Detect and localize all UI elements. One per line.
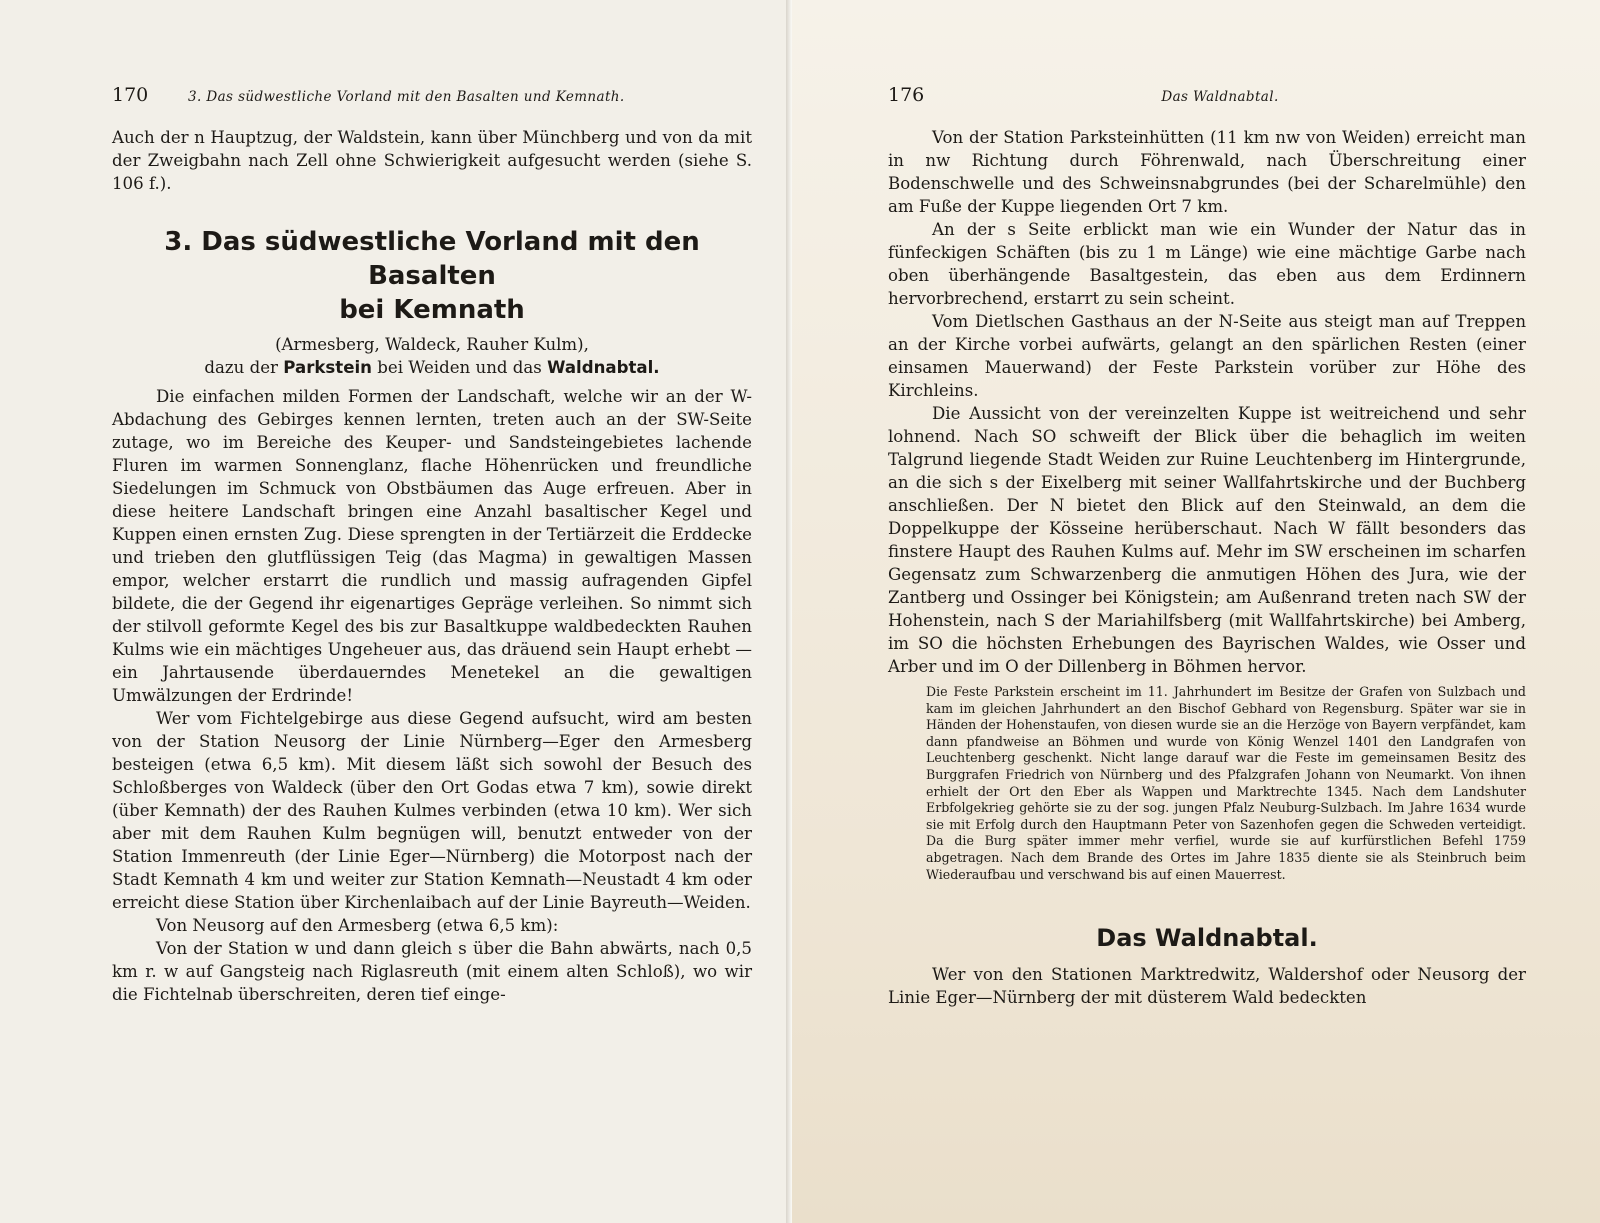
right-running-header <box>888 84 1526 114</box>
left-intro-paragraph: Auch der n Hauptzug, der Waldstein, kann über Münchberg und von da mit der Zweigbahn nach Zell ohne Schwierigkeit aufgesucht werden (siehe S. 106 f.). <box>112 128 752 193</box>
section-subtitle-line-2 <box>112 356 752 379</box>
left-page-content <box>112 84 752 1006</box>
subtitle-place-waldnabtal: Waldnabtal. <box>547 358 660 377</box>
right-page-content <box>888 84 1526 1009</box>
left-running-head: 3. Das südwestliche Vorland mit den Basalten und Kemnath. <box>188 89 625 105</box>
right-paragraph-1: Von der Station Parksteinhütten (11 km nw von Weiden) erreicht man in nw Richtung durch Föhrenwald, nach Überschreitung einer Bodenschwelle und des Schweinsnabgrundes (bei der Scharelmühle) den am Fuße der Kuppe liegenden Ort 7 km. <box>888 128 1526 216</box>
subtitle-prefix: dazu der <box>204 358 278 377</box>
left-running-header <box>112 84 752 114</box>
subtitle-place-parkstein: Parkstein <box>283 358 372 377</box>
right-paragraph-5: Wer von den Stationen Marktredwitz, Waldershof oder Neusorg der Linie Eger—Nürnberg der mit düsterem Wald bedeckten <box>888 965 1526 1008</box>
right-paragraph-4: Die Aussicht von der vereinzelten Kuppe ist weitreichend und sehr lohnend. Nach SO schweift der Blick über die behaglich im weiten Talgrund liegende Stadt Weiden zur Ruine Leuchtenberg im Hintergrunde, an die sich s der Eixelberg mit seiner Wallfahrtskirche und der Buchberg anschließen. Der N bietet den Blick auf den Steinwald, an dem die Doppelkuppe der Kösseine herüberschaut. Nach W fällt besonders das finstere Haupt des Rauhen Kulms auf. Mehr im SW erscheinen im scharfen Gegensatz zum Schwarzenberg die anmutigen Höhen des Jura, wie der Zantberg und Ossinger bei Königstein; am Außenrand treten nach SW der Hohenstein, nach S der Mariahilfsberg (mit Wallfahrtskirche) bei Amberg, im SO die höchsten Erhebungen des Bayrischen Waldes, wie Osser und Arber und im O der Dillenberg in Böhmen hervor. <box>888 404 1526 676</box>
left-paragraph-3: Von der Station w und dann gleich s über die Bahn abwärts, nach 0,5 km r. w auf Gangsteig nach Riglasreuth (mit einem alten Schloß), wo wir die Fichtelnab überschreiten, deren tief einge- <box>112 939 752 1004</box>
waldnabtal-heading: Das Waldnabtal. <box>1096 924 1318 953</box>
section-title-line-2: bei Kemnath <box>339 295 525 325</box>
route-heading: Von Neusorg auf den Armesberg (etwa 6,5 km): <box>156 916 559 935</box>
right-paragraph-2: An der s Seite erblickt man wie ein Wunder der Natur das in fünfeckigen Schäften (bis zu 1 m Länge) wie eine mächtige Garbe nach oben überhängende Basaltgestein, das eben aus dem Erdinnern hervorbrechend, erstarrt zu sein scheint. <box>888 220 1526 308</box>
left-page <box>0 0 786 1223</box>
subtitle-middle: bei Weiden und das <box>377 358 542 377</box>
left-paragraph-1: Die einfachen milden Formen der Landschaft, welche wir an der W-Abdachung des Gebirges kennen lernten, treten auch an der SW-Seite zutage, wo im Bereiche des Keuper- und Sandsteingebietes lachende Fluren im warmen Sonnenglanz, flache Höhenrücken und freundliche Siedelungen im Schmuck von Obstbäumen das Auge erfreuen. Aber in diese heitere Landschaft bringen eine Anzahl basaltischer Kegel und Kuppen einen ernsten Zug. Diese sprengten in der Tertiärzeit die Erddecke und trieben den glutflüssigen Teig (das Magma) in gewaltigen Massen empor, welcher erstarrt die rundlich und massig aufragenden Gipfel bildete, die der Gegend ihr eigenartiges Gepräge verleihen. So nimmt sich der stilvoll geformte Kegel des bis zur Basaltkuppe waldbedeckten Rauhen Kulms wie ein mächtiges Ungeheuer aus, das dräuend sein Haupt erhebt — ein Jahrtausende überdauerndes Menetekel an die gewaltigen Umwälzungen der Erdrinde! <box>112 387 752 705</box>
historical-footnote: Die Feste Parkstein erscheint im 11. Jahrhundert im Besitze der Grafen von Sulzbach und kam im gleichen Jahrhundert an den Bischof Gebhard von Regensburg. Später war sie in Händen der Hohenstaufen, von diesen wurde sie an die Herzöge von Bayern verpfändet, kam dann pfandweise an Böhmen und wurde von König Wenzel 1401 den Landgrafen von Leuchtenberg geschenkt. Nicht lange darauf war die Feste im gemeinsamen Besitz des Burggrafen Friedrich von Nürnberg und des Pfalzgrafen Johann von Neumarkt. Von ihnen erhielt der Ort den Eber als Wappen und Marktrechte 1345. Nach dem Landshuter Erbfolgekrieg gehörte sie zu der sog. jungen Pfalz Neuburg-Sulzbach. Im Jahre 1634 wurde sie mit Erfolg durch den Hauptmann Peter von Sazenhofen gegen die Schweden verteidigt. Da die Burg später immer mehr verfiel, wurde sie auf kurfürstlichen Befehl 1759 abgetragen. Nach dem Brande des Ortes im Jahre 1835 diente sie als Steinbruch beim Wiederaufbau und verschwand bis auf einen Mauerrest. <box>926 684 1526 882</box>
right-running-head: Das Waldnabtal. <box>1161 89 1279 105</box>
section-subtitle-line-1: (Armesberg, Waldeck, Rauher Kulm), <box>275 335 589 354</box>
right-paragraph-3: Vom Dietlschen Gasthaus an der N-Seite aus steigt man auf Treppen an der Kirche vorbei aufwärts, gelangt an den spärlichen Resten (einer einsamen Mauerwand) der Feste Parkstein vorüber zur Höhe des Kirchleins. <box>888 312 1526 400</box>
right-page-number: 176 <box>888 84 925 106</box>
section-title <box>112 225 752 327</box>
left-page-number: 170 <box>112 84 149 106</box>
section-title-line-1: 3. Das südwestliche Vorland mit den Basalten <box>164 227 700 291</box>
left-paragraph-2: Wer vom Fichtelgebirge aus diese Gegend aufsucht, wird am besten von der Station Neusorg der Linie Nürnberg—Eger den Armesberg besteigen (etwa 6,5 km). Mit diesem läßt sich sowohl der Besuch des Schloßberges von Waldeck (über den Ort Godas etwa 7 km), sowie direkt (über Kemnath) der des Rauhen Kulmes verbinden (etwa 10 km). Wer sich aber mit dem Rauhen Kulm begnügen will, benutzt entweder von der Station Immenreuth (der Linie Eger—Nürnberg) die Motorpost nach der Stadt Kemnath 4 km und weiter zur Station Kemnath—Neustadt 4 km oder erreicht diese Station über Kirchenlaibach auf der Linie Bayreuth—Weiden. <box>112 709 752 912</box>
right-page <box>792 0 1600 1223</box>
